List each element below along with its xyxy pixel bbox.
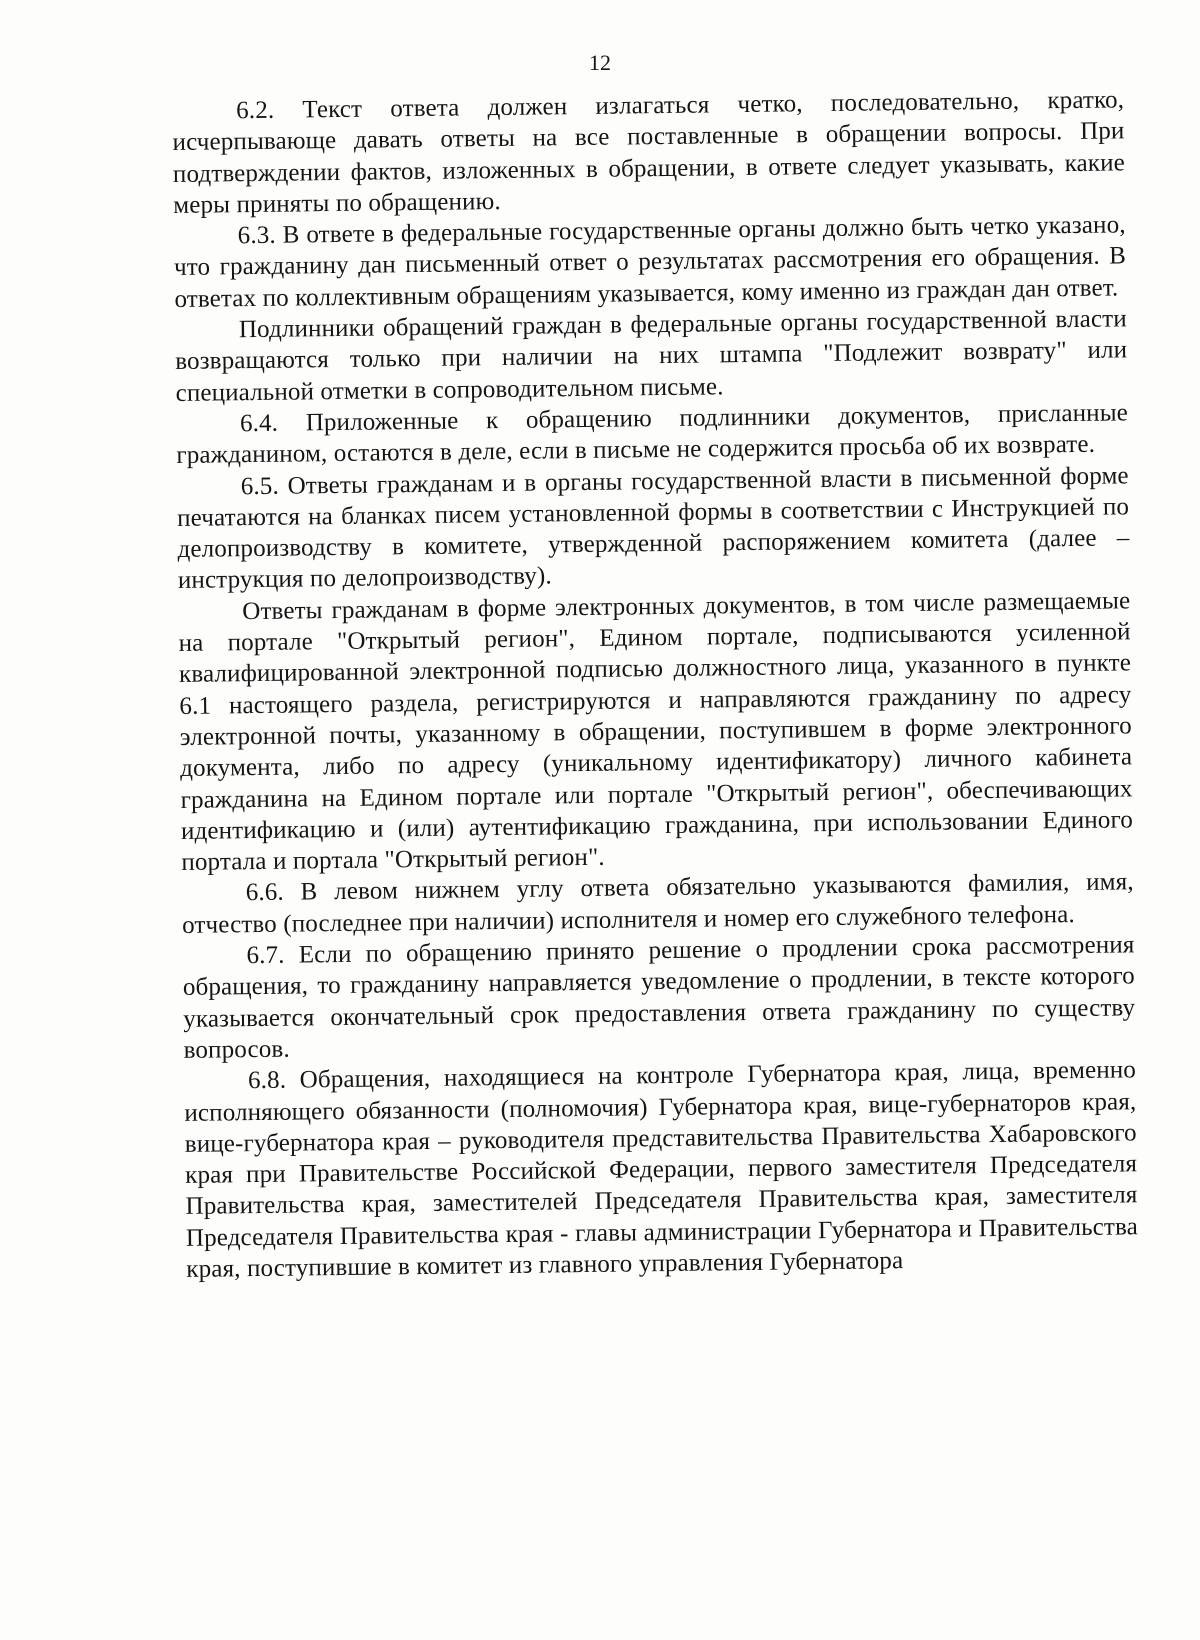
paragraph-6-8: 6.8. Обращения, находящиеся на контроле Губернатора края, лица, временно исполняющего обязанности (полномочия) Губернатора края, вице-губернаторов края, вице-губернатора края – руководителя представительства Правительства Хабаровского края при Правительстве Российской Федерации, первого заместителя Председателя Правительства края, заместителей Председателя Правительства края, заместителя Председателя Правительства края - главы администрации Губернатора и Правительства края, поступившие в комитет из главного управления Губернатора (184, 1056, 1139, 1283)
paragraph-6-7: 6.7. Если по обращению принято решение о продлении срока рассмотрения обращения, то гражданину направляется уведомление о продлении, в тексте которого указывается окончательный срок предоставления ответа гражданину по существу вопросов. (182, 931, 1136, 1064)
paragraph-originals-return: Подлинники обращений граждан в федеральные органы государственной власти возвращаются только при наличии на них штампа "Подлежит возврату" или специальной отметки в сопроводительном письме. (175, 305, 1128, 407)
paragraph-6-2: 6.2. Текст ответа должен излагаться четко, последовательно, кратко, исчерпывающе давать ответы на все поставленные в обращении вопросы. При подтверждении фактов, изложенных в обращении, в ответе следует указывать, какие меры приняты по обращению. (172, 86, 1126, 219)
paragraph-6-3: 6.3. В ответе в федеральные государственные органы должно быть четко указано, что гражданину дан письменный ответ о результатах рассмотрения его обращения. В ответах по коллективным обращениям указывается, кому именно из граждан дан ответ. (173, 211, 1127, 313)
paragraph-6-5: 6.5. Ответы гражданам и в органы государственной власти в письменной форме печатаются на бланках писем установленной формы в соответствии с Инструкцией по делопроизводству в комитете, утвержденной распоряжением комитета (далее – инструкция по делопроизводству). (176, 461, 1130, 595)
document-body (172, 84, 1138, 1285)
paragraph-6-6: 6.6. В левом нижнем углу ответа обязательно указываются фамилия, имя, отчество (последнее при наличии) исполнителя и номер его служебного телефона. (181, 868, 1134, 939)
paragraph-6-4: 6.4. Приложенные к обращению подлинники документов, присланные гражданином, остаются в деле, если в письме не содержится просьба об их возврате. (176, 399, 1129, 470)
page-number: 12 (589, 50, 611, 75)
paragraph-electronic-answers: Ответы гражданам в форме электронных документов, в том числе размещаемые на портале "Открытый регион", Едином портале, подписываются усиленной квалифицированной электронной подписью должностного лица, указанного в пункте 6.1 настоящего раздела, регистрируются и направляются гражданину по адресу электронной почты, указанному в обращении, поступившем в форме электронного документа, либо по адресу (уникальному идентификатору) личного кабинета гражданина на Едином портале или портале "Открытый регион", обеспечивающих идентификацию и (или) аутентификацию гражданина, при использовании Единого портала и портала "Открытый регион". (178, 587, 1134, 877)
